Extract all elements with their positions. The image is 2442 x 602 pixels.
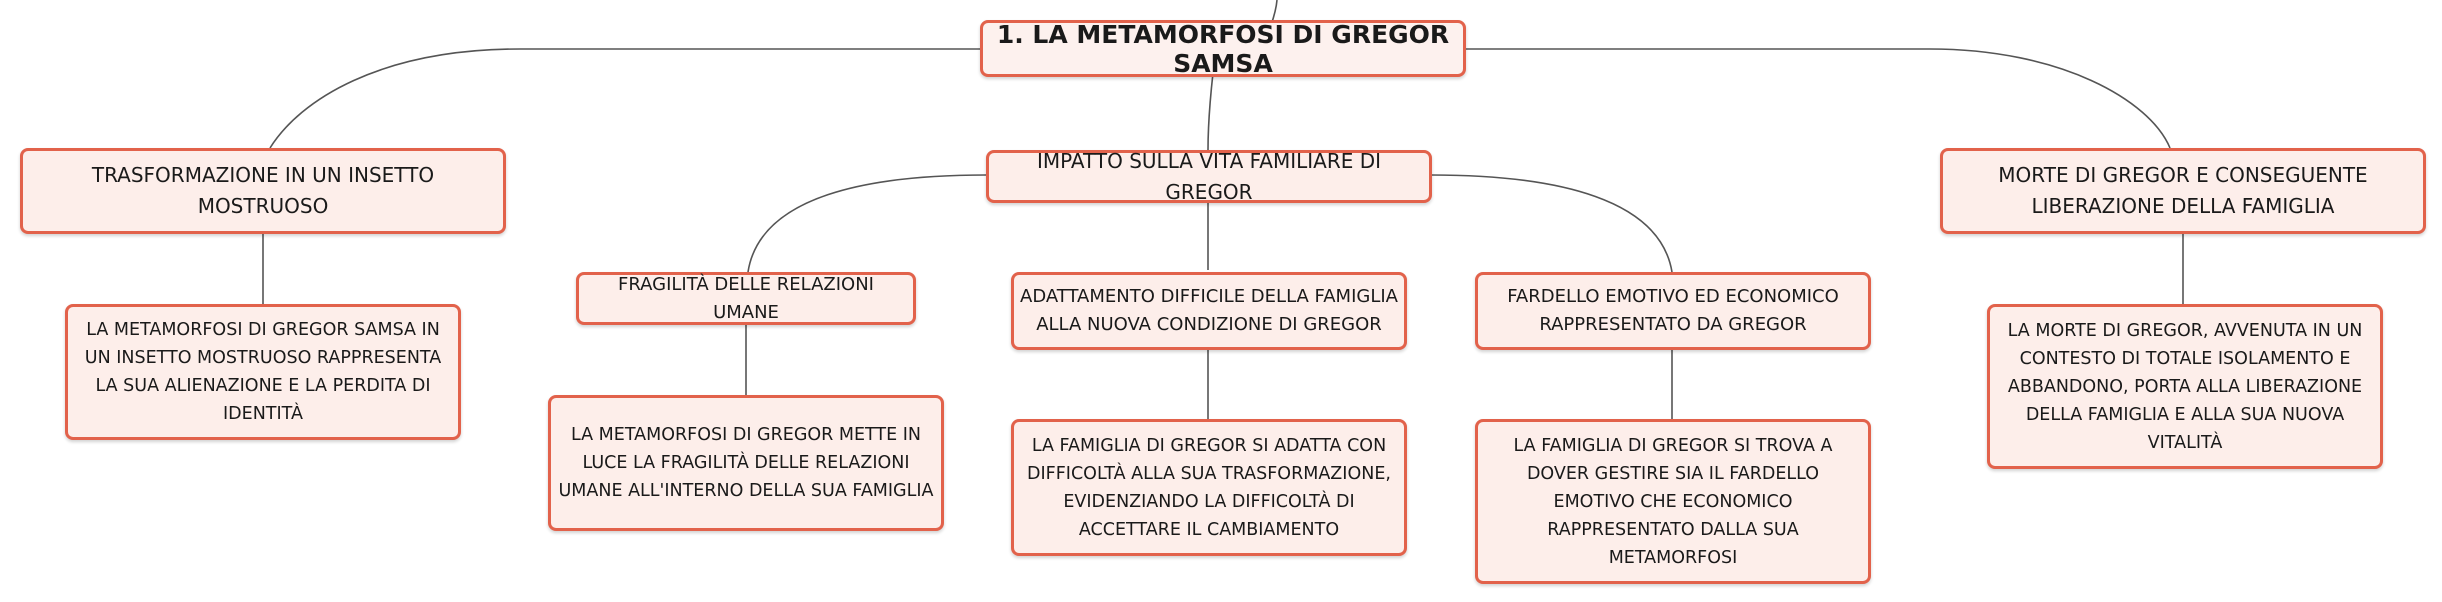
sub-node-fardello[interactable] [1475,272,1871,350]
connector-branch-2-sub-1 [748,175,986,272]
detail-text: LA FAMIGLIA DI GREGOR SI TROVA A DOVER GESTIRE SIA IL FARDELLO EMOTIVO CHE ECONOMICO RAPPRESENTATO DALLA SUA METAMORFOSI [1513,435,1833,568]
detail-node-morte[interactable] [1987,304,2383,469]
branch-node-impatto[interactable] [986,150,1432,203]
branch-node-morte[interactable] [1940,148,2426,234]
branch-label: MORTE DI GREGOR E CONSEGUENTE LIBERAZIONE DELLA FAMIGLIA [1998,163,2368,218]
sub-label: ADATTAMENTO DIFFICILE DELLA FAMIGLIA ALLA NUOVA CONDIZIONE DI GREGOR [1020,286,1398,335]
root-label: 1. LA METAMORFOSI DI GREGOR SAMSA [996,19,1450,78]
connector-branch-2-sub-3 [1431,175,1672,272]
branch-node-trasformazione[interactable] [20,148,506,234]
sub-node-adattamento[interactable] [1011,272,1407,350]
connector-root-branch-3 [1466,49,2170,148]
detail-text: LA MORTE DI GREGOR, AVVENUTA IN UN CONTESTO DI TOTALE ISOLAMENTO E ABBANDONO, PORTA ALLA LIBERAZIONE DELLA FAMIGLIA E ALLA SUA NUOVA VITALITÀ [2007,320,2363,453]
sub-label: FARDELLO EMOTIVO ED ECONOMICO RAPPRESENTATO DA GREGOR [1507,286,1839,335]
sub-node-fragilita[interactable] [576,272,916,325]
sub-label: FRAGILITÀ DELLE RELAZIONI UMANE [618,273,874,323]
detail-text: LA METAMORFOSI DI GREGOR METTE IN LUCE LA FRAGILITÀ DELLE RELAZIONI UMANE ALL'INTERNO DELLA SUA FAMIGLIA [558,425,934,501]
root-node[interactable] [980,20,1466,77]
detail-node-fragilita[interactable] [548,395,944,531]
detail-node-trasformazione[interactable] [65,304,461,440]
branch-label: TRASFORMAZIONE IN UN INSETTO MOSTRUOSO [91,163,435,218]
connector-root-branch-2 [1208,73,1213,150]
connector-root-branch-1 [270,49,980,148]
detail-node-fardello[interactable] [1475,419,1871,584]
branch-label: IMPATTO SULLA VITA FAMILIARE DI GREGOR [1036,148,1382,204]
detail-text: LA FAMIGLIA DI GREGOR SI ADATTA CON DIFFICOLTÀ ALLA SUA TRASFORMAZIONE, EVIDENZIANDO LA DIFFICOLTÀ DI ACCETTARE IL CAMBIAMENTO [1027,435,1391,540]
detail-text: LA METAMORFOSI DI GREGOR SAMSA IN UN INSETTO MOSTRUOSO RAPPRESENTA LA SUA ALIENAZIONE E LA PERDITA DI IDENTITÀ [84,320,442,424]
detail-node-adattamento[interactable] [1011,419,1407,556]
